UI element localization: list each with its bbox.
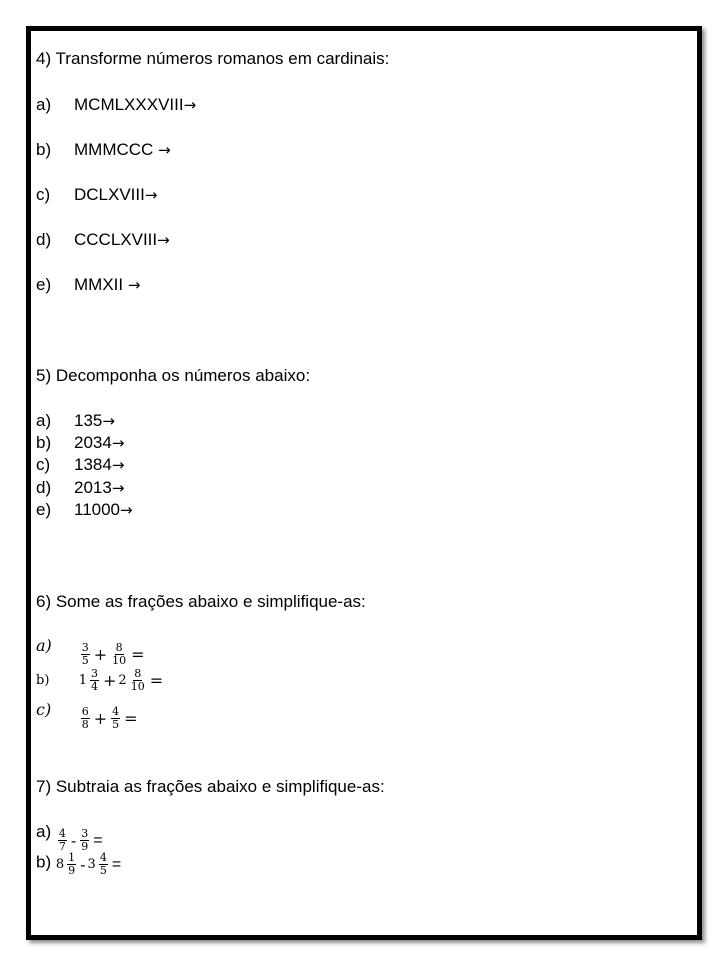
q4-item-b	[36, 140, 171, 160]
q7-item-a	[36, 822, 105, 853]
equals-sign: =	[111, 855, 122, 873]
denominator: 9	[81, 840, 89, 853]
whole-number: 2	[118, 672, 127, 688]
q4-e-value: MMXII	[74, 275, 124, 294]
q5-d-value: 2013	[74, 478, 112, 497]
q4-item-d	[36, 230, 170, 250]
denominator: 5	[81, 654, 89, 667]
equals-sign: =	[124, 708, 138, 728]
q6-b-expression	[79, 668, 165, 693]
fraction	[90, 668, 99, 693]
fraction	[80, 828, 89, 853]
operator: +	[93, 644, 108, 664]
q4-title: 4) Transforme números romanos em cardinais:	[36, 49, 390, 68]
arrow-icon: →	[157, 231, 170, 249]
fraction	[81, 642, 90, 667]
q6-item-a	[36, 636, 147, 667]
denominator: 9	[68, 864, 76, 877]
fraction	[67, 852, 76, 877]
q5-e-value: 11000	[74, 500, 121, 519]
fraction	[81, 706, 90, 731]
q6-b-label: b)	[36, 672, 50, 688]
q6-item-b	[36, 668, 165, 696]
operator: -	[70, 830, 77, 850]
q5-e-label: e)	[36, 500, 52, 519]
arrow-icon: →	[120, 501, 133, 519]
denominator: 7	[58, 840, 66, 853]
denominator: 5	[99, 864, 107, 877]
arrow-icon: →	[183, 96, 197, 114]
fraction	[111, 642, 127, 667]
fraction	[111, 706, 120, 731]
q5-b-label: b)	[36, 433, 52, 452]
q7-item-b	[36, 852, 123, 880]
arrow-icon: →	[102, 412, 115, 430]
denominator: 10	[112, 654, 127, 667]
denominator: 10	[130, 680, 145, 693]
q7-b-label: b)	[36, 852, 52, 872]
arrow-icon: →	[111, 479, 125, 497]
q6-item-c	[36, 700, 140, 731]
q5-item-d	[36, 478, 124, 498]
q4-c-value: DCLXVIII	[74, 185, 145, 204]
numerator: 3	[81, 641, 89, 654]
q6-a-label: a)	[36, 636, 52, 655]
q4-a-label: a)	[36, 95, 52, 114]
fraction	[58, 828, 67, 853]
equals-sign: =	[131, 644, 145, 664]
q4-item-a	[36, 95, 196, 115]
numerator: 4	[112, 705, 120, 718]
page-border	[26, 26, 702, 940]
q4-e-label: e)	[36, 275, 52, 294]
q6-c-expression	[79, 706, 140, 731]
q5-item-a	[36, 411, 115, 431]
fraction	[130, 668, 146, 693]
fraction	[99, 852, 108, 877]
q7-a-expression	[56, 828, 105, 853]
arrow-icon: →	[144, 186, 158, 204]
whole-number: 1	[78, 672, 88, 688]
arrow-icon: →	[111, 456, 125, 474]
numerator: 3	[81, 827, 89, 840]
q6-title: 6) Some as frações abaixo e simplifique-as:	[36, 592, 366, 611]
operator: -	[80, 854, 86, 874]
q7-b-expression	[56, 852, 123, 877]
numerator: 3	[91, 667, 99, 680]
q5-a-label: a)	[36, 411, 52, 430]
q7-title: 7) Subtraia as frações abaixo e simplifique-as:	[36, 777, 385, 796]
q5-c-value: 1384	[74, 455, 112, 474]
q5-title: 5) Decomponha os números abaixo:	[36, 366, 311, 385]
q4-c-label: c)	[36, 185, 51, 204]
q5-a-value: 135	[74, 411, 103, 430]
whole-number: 8	[55, 856, 65, 872]
q4-d-label: d)	[36, 230, 52, 249]
q4-a-value: MCMLXXXVIII	[74, 95, 184, 114]
q4-item-c	[36, 185, 157, 205]
equals-sign: =	[93, 831, 103, 849]
numerator: 1	[68, 851, 76, 864]
q5-c-label: c)	[36, 455, 51, 474]
q7-a-label: a)	[36, 822, 52, 841]
numerator: 4	[99, 851, 107, 864]
q5-d-label: d)	[36, 478, 52, 497]
q4-b-label: b)	[36, 140, 52, 159]
arrow-icon: →	[127, 276, 141, 294]
whole-number: 3	[87, 856, 96, 872]
operator: +	[103, 670, 117, 690]
q5-item-c	[36, 455, 124, 475]
q6-a-expression	[79, 642, 147, 667]
q5-item-b	[36, 433, 124, 453]
q4-d-value: CCCLXVIII	[74, 230, 158, 249]
denominator: 8	[81, 718, 89, 731]
operator: +	[93, 708, 108, 728]
q4-item-e	[36, 275, 140, 295]
numerator: 6	[81, 705, 89, 718]
numerator: 8	[115, 641, 123, 654]
numerator: 4	[58, 827, 66, 840]
numerator: 8	[134, 667, 142, 680]
q6-c-label: c)	[36, 700, 52, 719]
q5-b-value: 2034	[74, 433, 112, 452]
arrow-icon: →	[111, 434, 125, 452]
arrow-icon: →	[158, 141, 171, 159]
denominator: 4	[91, 680, 99, 693]
denominator: 5	[112, 718, 120, 731]
q4-b-value: MMMCCC	[74, 140, 154, 159]
equals-sign: =	[149, 670, 164, 690]
q5-item-e	[36, 500, 133, 520]
